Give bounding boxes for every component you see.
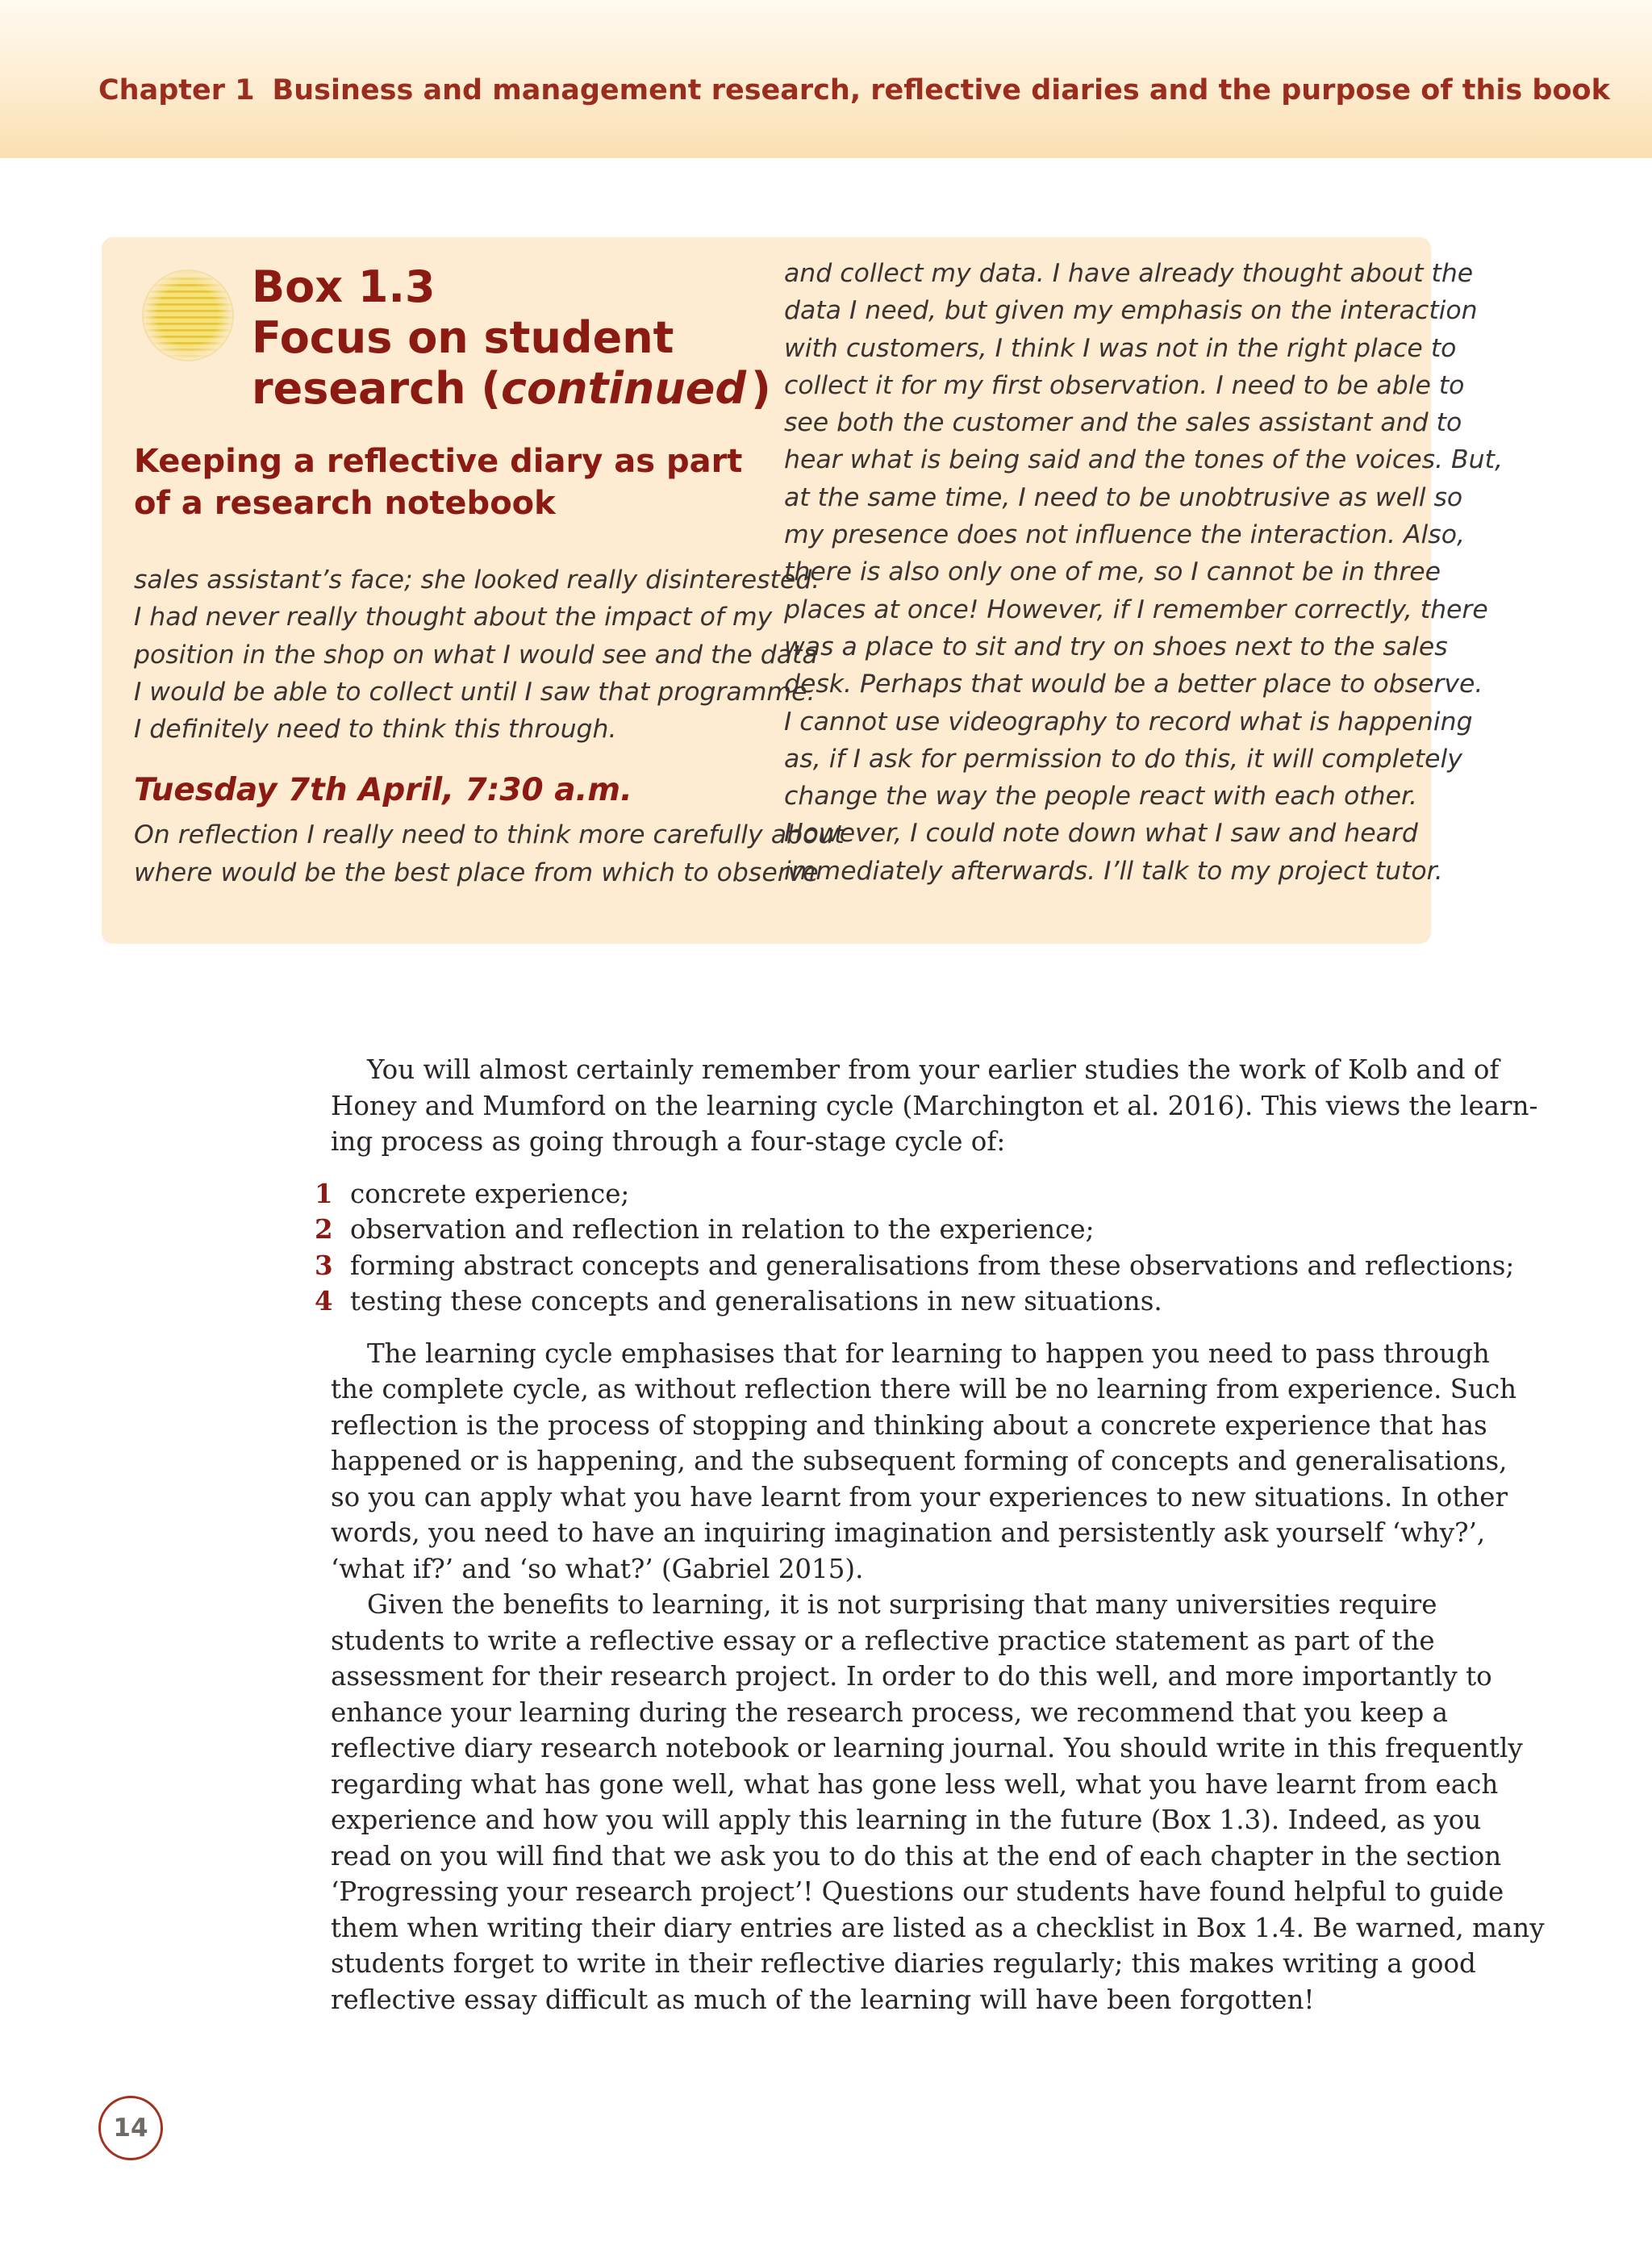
- diary-paragraph: [784, 255, 1503, 890]
- text-line: enhance your learning during the research process, we recommend that you keep a: [331, 1696, 1449, 1728]
- text-line: immediately afterwards. I’ll talk to my project tutor.: [784, 856, 1443, 886]
- list-item-text: observation and reflection in relation to the experience;: [350, 1214, 1095, 1245]
- text-line: students forget to write in their reflective diaries regularly; this makes writing a good: [331, 1948, 1476, 1979]
- text-line: there is also only one of me, so I cannot be in three: [784, 557, 1441, 587]
- list-item: [315, 1212, 1416, 1248]
- list-item: [315, 1248, 1515, 1284]
- text-line: desk. Perhaps that would be a better place to observe.: [784, 670, 1483, 699]
- text-line: change the way the people react with each other.: [784, 782, 1418, 812]
- text-line: at the same time, I need to be unobtrusive as well so: [784, 482, 1463, 512]
- list-number: 3: [315, 1249, 333, 1281]
- text-line: as, if I ask for permission to do this, it will completely: [784, 744, 1462, 774]
- box-right-column: [784, 255, 1503, 890]
- text-line: You will almost certainly remember from your earlier studies the work of Kolb and of: [367, 1054, 1500, 1085]
- diary-paragraph: [134, 816, 845, 891]
- text-line: read on you will find that we ask you to do this at the end of each chapter in the section: [331, 1840, 1502, 1872]
- text-line: Honey and Mumford on the learning cycle (Marchington et al. 2016). This views the learn-: [331, 1090, 1538, 1121]
- text-line: places at once! However, if I remember correctly, there: [784, 595, 1488, 624]
- text-line: students to write a reflective essay or a reflective practice statement as part of the: [331, 1625, 1435, 1656]
- chapter-label: Chapter 1: [98, 74, 255, 106]
- dotted-circle-icon: [142, 269, 234, 361]
- text-line: reflective diary research notebook or learning journal. You should write in this frequently: [331, 1733, 1523, 1763]
- text-line: ing process as going through a four-stage cycle of:: [331, 1126, 1006, 1157]
- box-1-3: [102, 237, 1503, 944]
- text-line: them when writing their diary entries are listed as a checklist in Box 1.4. Be warned, many: [331, 1912, 1545, 1943]
- text-line: ‘what if?’ and ‘so what?’ (Gabriel 2015).: [331, 1553, 864, 1584]
- body-paragraph: [331, 1587, 1545, 2018]
- text-line: words, you need to have an inquiring imagination and persistently ask yourself ‘why?’,: [331, 1517, 1486, 1548]
- box-subtitle-line: of a research notebook: [134, 485, 556, 522]
- text-line: regarding what has gone well, what has gone less well, what you have learnt from each: [331, 1768, 1499, 1800]
- text-line: I had never really thought about the impact of my: [134, 603, 773, 632]
- text-line: The learning cycle emphasises that for learning to happen you need to pass through: [367, 1337, 1490, 1369]
- body-paragraph: [331, 1052, 1538, 1160]
- list-item-text: forming abstract concepts and generalisations from these observations and reflections;: [350, 1250, 1515, 1281]
- box-label: Box 1.3: [252, 261, 436, 312]
- text-line: position in the shop on what I would see and the data: [134, 640, 818, 670]
- text-line: see both the customer and the sales assistant and to: [784, 408, 1462, 438]
- list-number: 4: [315, 1285, 333, 1317]
- page-number: 14: [98, 2096, 163, 2160]
- text-line: However, I could note down what I saw and heard: [784, 819, 1418, 849]
- text-line: collect it for my first observation. I need to be able to: [784, 370, 1465, 400]
- box-title-italic: continued: [501, 363, 747, 414]
- list-item: [315, 1283, 1416, 1320]
- text-line: data I need, but given my emphasis on the interaction: [784, 296, 1478, 326]
- text-line: experience and how you will apply this learning in the future (Box 1.3). Indeed, as you: [331, 1805, 1482, 1835]
- box-left-column: [134, 561, 845, 891]
- box-subtitle: [134, 440, 779, 524]
- box-title-line: Focus on student: [252, 312, 674, 363]
- diary-paragraph: [134, 561, 820, 748]
- body-paragraph: [331, 1336, 1517, 1588]
- text-line: sales assistant’s face; she looked really disinterested.: [134, 565, 820, 595]
- list-item-text: concrete experience;: [350, 1178, 630, 1209]
- text-line: my presence does not influence the interaction. Also,: [784, 520, 1465, 550]
- numbered-list: [315, 1176, 1515, 1320]
- text-line: I cannot use videography to record what is happening: [784, 707, 1473, 737]
- text-line: reflection is the process of stopping and thinking about a concrete experience that has: [331, 1409, 1487, 1441]
- text-line: the complete cycle, as without reflection there will be no learning from experience. Such: [331, 1374, 1517, 1404]
- text-line: was a place to sit and try on shoes next to the sales: [784, 632, 1448, 661]
- box-subtitle-line: Keeping a reflective diary as part: [134, 443, 743, 480]
- text-line: and collect my data. I have already thought about the: [784, 259, 1474, 288]
- text-line: with customers, I think I was not in the right place to: [784, 333, 1457, 363]
- box-title-text: research (: [252, 363, 502, 414]
- main-body-text: [315, 1052, 1545, 2018]
- text-line: I would be able to collect until I saw that programme.: [134, 677, 816, 707]
- text-line: On reflection I really need to think more carefully about: [134, 820, 845, 850]
- diary-date-heading: Tuesday 7th April, 7:30 a.m.: [134, 772, 632, 809]
- text-line: so you can apply what you have learnt from your experiences to new situations. In other: [331, 1481, 1508, 1513]
- running-header: [98, 74, 1615, 106]
- box-title-text: ): [751, 363, 771, 414]
- text-line: where would be the best place from which to observe: [134, 858, 819, 887]
- list-item-text: testing these concepts and generalisations in new situations.: [350, 1286, 1162, 1317]
- box-title: [252, 261, 771, 414]
- text-line: I definitely need to think this through.: [134, 715, 617, 745]
- text-line: hear what is being said and the tones of the voices. But,: [784, 445, 1503, 475]
- text-line: reflective essay difficult as much of the learning will have been forgotten!: [331, 1984, 1315, 2015]
- list-item: [315, 1176, 1416, 1212]
- list-number: 1: [315, 1177, 333, 1209]
- text-line: Given the benefits to learning, it is not surprising that many universities require: [367, 1589, 1437, 1620]
- box-title-line: [252, 363, 771, 414]
- text-line: happened or is happening, and the subsequent forming of concepts and generalisations,: [331, 1446, 1508, 1476]
- chapter-title: Business and management research, reflective diaries and the purpose of this book: [272, 74, 1610, 106]
- text-line: assessment for their research project. In order to do this well, and more importantly to: [331, 1661, 1492, 1692]
- text-line: ‘Progressing your research project’! Questions our students have found helpful to guide: [331, 1876, 1504, 1907]
- list-number: 2: [315, 1213, 333, 1245]
